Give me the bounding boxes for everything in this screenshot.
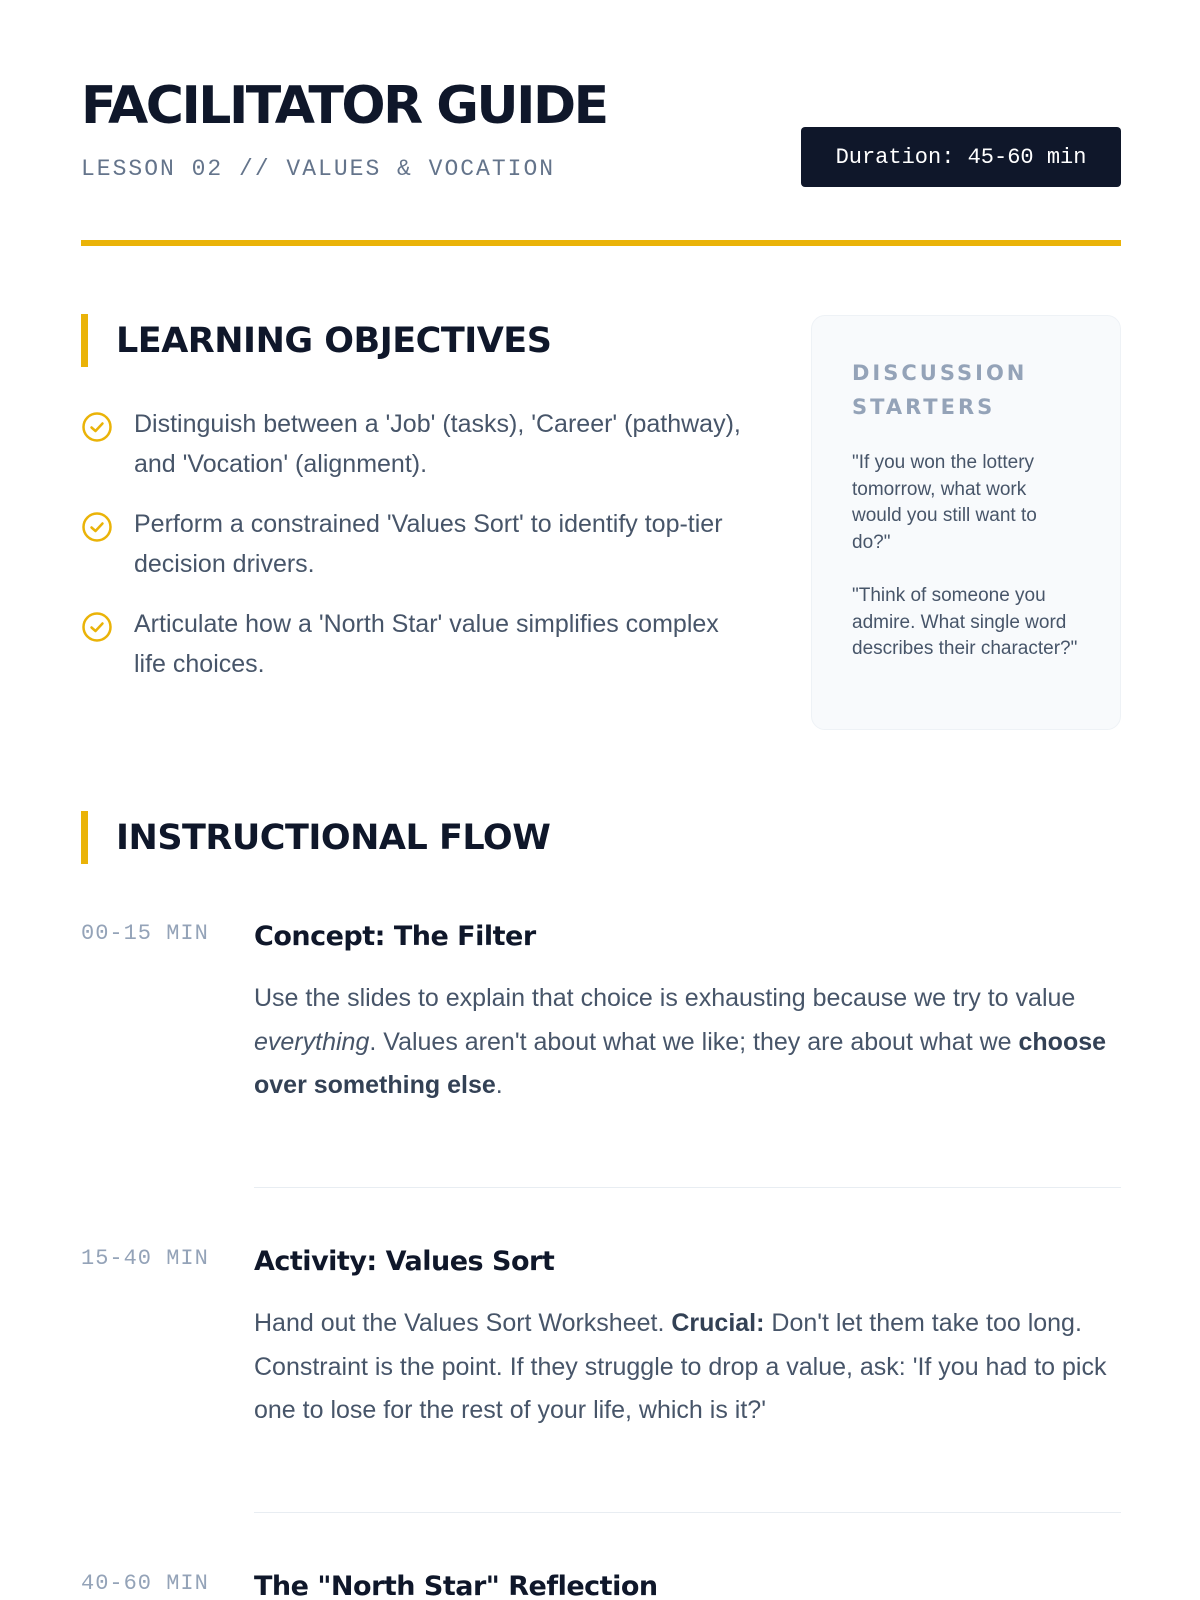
flow-step-description: Use the slides to explain that choice is exhausting because we try to value everything. Values aren't about what we like; they are about what we choose over something else.: [254, 984, 1107, 1099]
discussion-quote: "If you won the lottery tomorrow, what work would you still want to do?": [852, 452, 1037, 553]
check-circle-icon: [81, 611, 113, 643]
discussion-starters-card: [811, 315, 1121, 730]
objective-text: Distinguish between a 'Job' (tasks), 'Career' (pathway), and 'Vocation' (alignment).: [134, 410, 741, 478]
objective-item: [81, 404, 751, 484]
flow-step-time: 00-15 MIN: [81, 921, 209, 946]
flow-step-time: 40-60 MIN: [81, 1571, 209, 1596]
objectives-heading: LEARNING OBJECTIVES: [81, 314, 551, 367]
objective-text: Articulate how a 'North Star' value simplifies complex life choices.: [134, 610, 719, 678]
flow-step-time: 15-40 MIN: [81, 1246, 209, 1271]
objective-item: [81, 504, 751, 584]
flow-step-body: [254, 1246, 1121, 1433]
instructional-flow-heading: INSTRUCTIONAL FLOW: [81, 811, 550, 864]
check-circle-icon: [81, 411, 113, 443]
discussion-starters-title: DISCUSSION STARTERS: [852, 361, 1028, 419]
objective-text: Perform a constrained 'Values Sort' to identify top-tier decision drivers.: [134, 510, 723, 578]
check-circle-icon: [81, 511, 113, 543]
discussion-quote: "Think of someone you admire. What single word describes their character?": [852, 585, 1078, 659]
flow-step-title: The "North Star" Reflection: [254, 1571, 658, 1600]
lesson-subtitle: LESSON 02 // VALUES & VOCATION: [81, 156, 556, 182]
flow-divider: [254, 1187, 1121, 1188]
objective-item: [81, 604, 751, 684]
flow-step-body: [254, 921, 1121, 1108]
objectives-list: [81, 404, 751, 704]
header-divider: [81, 240, 1121, 246]
flow-step-body: [254, 1571, 1121, 1600]
header: [81, 76, 1121, 182]
page-title: FACILITATOR GUIDE: [81, 76, 607, 136]
flow-divider: [254, 1512, 1121, 1513]
flow-step-description: Hand out the Values Sort Worksheet. Crucial: Don't let them take too long. Constraint is the point. If they struggle to drop a value, ask: 'If you had to pick one to lose for the rest of your life, which is it?': [254, 1309, 1107, 1424]
flow-step-title: Concept: The Filter: [254, 921, 536, 952]
flow-step-title: Activity: Values Sort: [254, 1246, 555, 1277]
duration-badge: Duration: 45-60 min: [801, 127, 1121, 187]
